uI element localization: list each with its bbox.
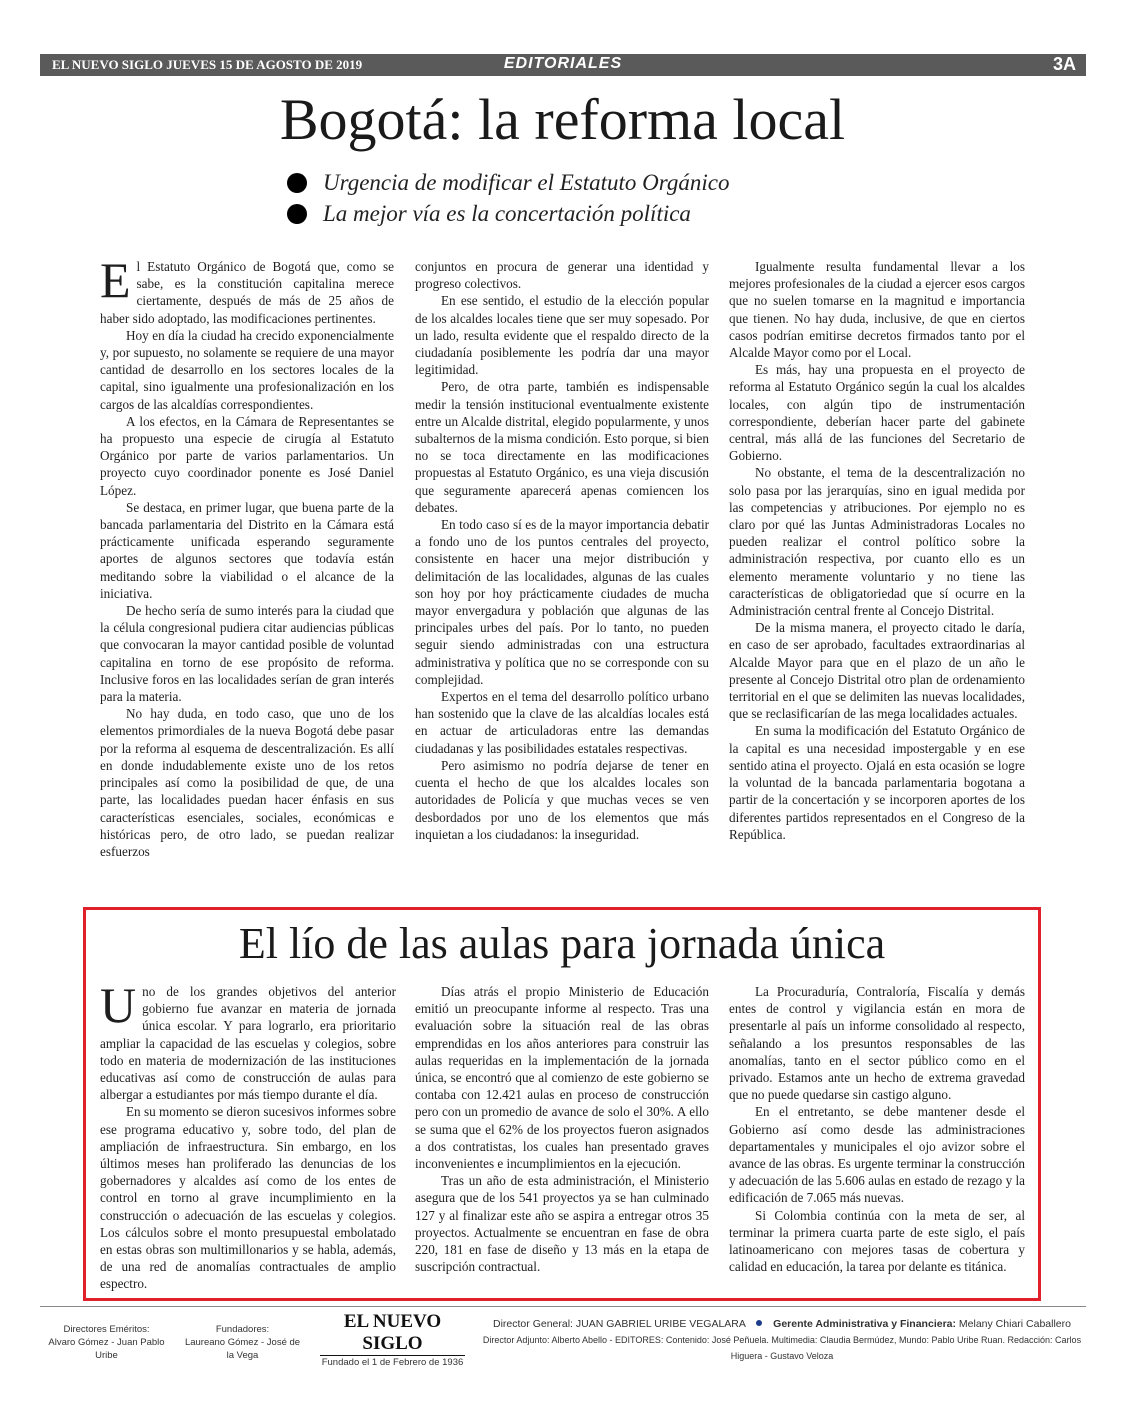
footer-divider	[40, 1306, 1086, 1307]
article1-paragraph: Se destaca, en primer lugar, que buena parte de la bancada parlamentaria del Distrito en la Cámara está prácticamente unificada esperando seguramente aportes de algunos sectores que todavía están meditando sobre la viabilidad o el alcance de la iniciativa.	[100, 499, 394, 601]
article2-paragraph: La Procuraduría, Contraloría, Fiscalía y demás entes de control y vigilancia están en mora de presentarle al país un informe consolidado al respecto, señalando a los presuntos responsables de las anomalías, tanto en el sector público como en el privado. Estamos ante un hecho de extrema gravedad que no puede quedarse sin castigo alguno.	[729, 984, 1025, 1103]
footer-fundadores-names: Laureano Gómez - José de la Vega	[184, 1337, 301, 1361]
article1-subtitle-1-text: Urgencia de modificar el Estatuto Orgánico	[323, 170, 730, 195]
article1-headline: Bogotá: la reforma local	[279, 87, 846, 152]
article2-column-1	[100, 977, 396, 1293]
page-number: 3A	[1052, 54, 1076, 74]
article1-subtitle-1	[287, 168, 730, 198]
bullet-icon	[287, 173, 307, 193]
article1-column-2	[415, 258, 709, 843]
article1-paragraph: Pero, de otra parte, también es indispensable medir la tensión institucional eventualmente existente entre un Alcalde distrital, elegido popularmente, y unos subalternos de la misma condición. Esto porque, si bien no se toca directamente en las modificaciones propuestas al Estatuto Orgánico, es una vieja discusión que seguramente aparecerá apenas comiencen los debates.	[415, 379, 709, 515]
director-general-name: JUAN GABRIEL URIBE VEGALARA	[575, 1318, 746, 1330]
article1-dropcap: E	[100, 252, 131, 308]
article1-paragraph: En suma la modificación del Estatuto Orgánico de la capital es una necesidad impostergable y en ese sentido atina el proyecto. Ojalá en esta ocasión se logre la voluntad de la bancada parlamentaria bogotana a partir de la concertación y se incorporen aportes de los diferentes partidos representados en el Congreso de la República.	[729, 723, 1025, 842]
header-masthead: EL NUEVO SIGLO	[52, 57, 163, 72]
article1-paragraph-text: l Estatuto Orgánico de Bogotá que, como se sabe, es la constitución capitalina merece ciertamente, después de más de 25 años de haber sido adoptado, las modificaciones pertinentes.	[100, 259, 394, 326]
page-header	[40, 54, 1086, 76]
footer-staff-line-2: Director Adjunto: Alberto Abello - EDITORES: Contenido: José Peñuela. Multimedia: Claudia Bermúdez, Mundo: Pablo Uribe Ruan. Redacción: Carlos Higuera - Gustavo Veloza	[482, 1335, 1082, 1361]
article2-paragraph-text: no de los grandes objetivos del anterior gobierno fue avanzar en materia de jornada única escolar. Y para lograrlo, era prioritario ampliar la capacidad de las escuelas y colegios, sobre todo en materia de modernización de las instituciones educativas así como de construcción de aulas para albergar a estudiantes por más tiempo durante el día.	[100, 984, 396, 1103]
article1-paragraph: Pero asimismo no podría dejarse de tener en cuenta el hecho de que los alcaldes locales son autoridades de Policía y que muchas veces se ven desbordados por uno de los elementos que más inquietan a los ciudadanos: la inseguridad.	[415, 757, 709, 842]
footer-staff-line-1	[478, 1316, 1086, 1332]
footer-founded: Fundado el 1 de Febrero de 1936	[321, 1357, 464, 1368]
article1-paragraph: No hay duda, en todo caso, que uno de los elementos primordiales de la nueva Bogotá debe pasar por la reforma al esquema de descentralización. Es allí en donde indudablemente existe uno de los retos principales así como la posibilidad de que, de una parte, las localidades puedan hacer énfasis en sus características esenciales, sociales, económicas e históricas pero, de otro lado, se puedan realizar esfuerzos	[100, 706, 394, 859]
article2-paragraph: Tras un año de esta administración, el Ministerio asegura que de los 541 proyectos ya se han culminado 127 y al finalizar este año se aspira a entregar otros 35 proyectos. Actualmente se encuentran en fase de obra 220, 181 en fase de diseño y 13 más en la etapa de suscripción contractual.	[415, 1173, 709, 1275]
article2-paragraph: Si Colombia continúa con la meta de ser, al terminar la primera cuarta parte de este siglo, el país latinoamericano con mejores tasas de cobertura y calidad en educación, la tarea por delante es titánica.	[729, 1207, 1025, 1275]
article1-subtitle-2	[287, 199, 691, 229]
article1-column-3	[729, 258, 1025, 843]
section-title: EDITORIALES	[503, 55, 623, 72]
article1-paragraph	[100, 252, 394, 327]
footer-masthead	[320, 1311, 465, 1369]
separator-dot-icon	[756, 1320, 762, 1326]
bullet-icon	[287, 204, 307, 224]
footer-staff	[478, 1316, 1086, 1364]
article1-paragraph: A los efectos, en la Cámara de Representantes se ha propuesto una especie de cirugía al Estatuto Orgánico por parte de varios parlamentarios. Un proyecto cuyo coordinador ponente es José Daniel López.	[100, 413, 394, 498]
article2-column-3	[729, 983, 1025, 1275]
article1-paragraph: De la misma manera, el proyecto citado le daría, en caso de ser aprobado, facultades extraordinarias al Alcalde Mayor para que en el plazo de un año le presente al Concejo Distrital otro plan de ordenamiento territorial en el que se delimiten las nuevas localidades, que se reclasificarían de las mega localidades actuales.	[729, 620, 1025, 722]
gerente-label: Gerente Administrativa y Financiera:	[773, 1318, 956, 1330]
article1-paragraph: Es más, hay una propuesta en el proyecto de reforma al Estatuto Orgánico según la cual los alcaldes locales, con algún tipo de instrumentación correspondiente, deberían hacer parte del gabinete central, más allá de las funciones del Secretario de Gobierno.	[729, 362, 1025, 464]
article1-paragraph: Hoy en día la ciudad ha crecido exponencialmente y, por supuesto, no solamente se requiere de una mayor cantidad de desarrollo en los sectores locales de la capital, sino igualmente una profesionalización en los cargos de las alcaldías correspondientes.	[100, 327, 394, 412]
article2-dropcap: U	[100, 977, 137, 1033]
article2-column-2	[415, 983, 709, 1275]
article2-paragraph: En el entretanto, se debe mantener desde el Gobierno así como desde las administraciones departamentales y municipales el ojo avizor sobre el avance de las obras. Es urgente terminar la construcción y adecuación de las 5.606 aulas en estado de rezago y la edificación de 7.065 más nuevas.	[729, 1104, 1025, 1206]
header-date: JUEVES 15 DE AGOSTO DE 2019	[166, 57, 363, 72]
article1-paragraph: En ese sentido, el estudio de la elección popular de los alcaldes locales tiene que ser muy sopesado. Por un lado, resulta evidente que el respaldo directo de la ciudadanía posiblemente les podría dar una mayor legitimidad.	[415, 293, 709, 378]
gerente-name: Melany Chiari Caballero	[958, 1318, 1071, 1330]
newspaper-logo: EL NUEVO SIGLO	[320, 1311, 465, 1356]
footer-directores-names: Alvaro Gómez - Juan Pablo Uribe	[48, 1337, 165, 1361]
article1-column-1	[100, 252, 394, 860]
article1-paragraph: Igualmente resulta fundamental llevar a los mejores profesionales de la ciudad a ejercer esos cargos que no suelen tomarse en la magnitud e importancia que tienen. No hay duda, inclusive, de que en ciertos casos podrían emitirse decretos firmados tanto por el Alcalde Mayor como por el Local.	[729, 259, 1025, 361]
footer-fundadores-label: Fundadores:	[215, 1324, 270, 1335]
article2-paragraph: Días atrás el propio Ministerio de Educación emitió un preocupante informe al respecto. Tras una evaluación sobre la situación real de las obras emprendidas en los años anteriores para construir las aulas requeridas en la implementación de la jornada única, se encontró que al comienzo de este gobierno se contaba con 12.421 aulas en proceso de construcción pero con un promedio de avance de solo el 30%. A ello se suma que el 62% de los proyectos fueron asignados a dos contratistas, los cuales han presentado graves inconvenientes e incumplimientos en la ejecución.	[415, 984, 709, 1172]
article1-paragraph: No obstante, el tema de la descentralización no solo pasa por las jerarquías, sino en igual medida por las competencias y atribuciones. Por ejemplo no es claro por qué las Juntas Administradoras Locales no pueden realizar el control político sobre la administración respectiva, por cuanto ello es un elemento meramente voluntario y no tiene las características de obligatoriedad que sí ocurre en la Administración central frente al Concejo Distrital.	[729, 465, 1025, 619]
article1-subtitle-2-text: La mejor vía es la concertación política	[323, 201, 691, 226]
article1-paragraph: En todo caso sí es de la mayor importancia debatir a fondo uno de los puntos centrales del proyecto, consistente en hacer una mejor distribución y delimitación de las localidades, algunas de las cuales son hoy por hoy prácticamente ciudades de mucha mayor envergadura y población que algunas de las principales urbes del país. Por lo tanto, no pueden seguir siendo administradas con una estructura administrativa y política que no se corresponde con su complejidad.	[415, 517, 709, 687]
article2-paragraph	[100, 977, 396, 1103]
article1-paragraph: conjuntos en procura de generar una identidad y progreso colectivos.	[415, 259, 709, 292]
article1-paragraph: Expertos en el tema del desarrollo político urbano han sostenido que la clave de las alcaldías locales está en actuar de articuladoras entre las demandas ciudadanas y las posibilidades estatales respectivas.	[415, 689, 709, 756]
footer-directores-label: Directores Eméritos:	[63, 1324, 150, 1335]
footer-directores	[44, 1323, 169, 1362]
article1-paragraph: De hecho sería de sumo interés para la ciudad que la célula congresional pudiera citar audiencias públicas que convocaran la mayor cantidad posible de voluntad capitalina en torno de ese propósito de reforma. Inclusive foros en las localidades serían de gran interés para la materia.	[100, 603, 394, 705]
footer-fundadores	[180, 1323, 305, 1362]
director-general-label: Director General:	[493, 1318, 573, 1330]
article2-headline: El lío de las aulas para jornada única	[238, 919, 886, 968]
article2-paragraph: En su momento se dieron sucesivos informes sobre ese programa educativo y, sobre todo, del plan de ampliación de infraestructura. Sin embargo, en los últimos meses han proliferado las denuncias de los gobernadores y alcaldes así como de los entes de control en torno al grave incumplimiento en la construcción o adecuación de las escuelas y colegios. Los cálculos sobre el monto presupuestal embolatado en estas obras son multimillonarios y se habla, además, de una red de anomalías contractuales de amplio espectro.	[100, 1104, 396, 1292]
